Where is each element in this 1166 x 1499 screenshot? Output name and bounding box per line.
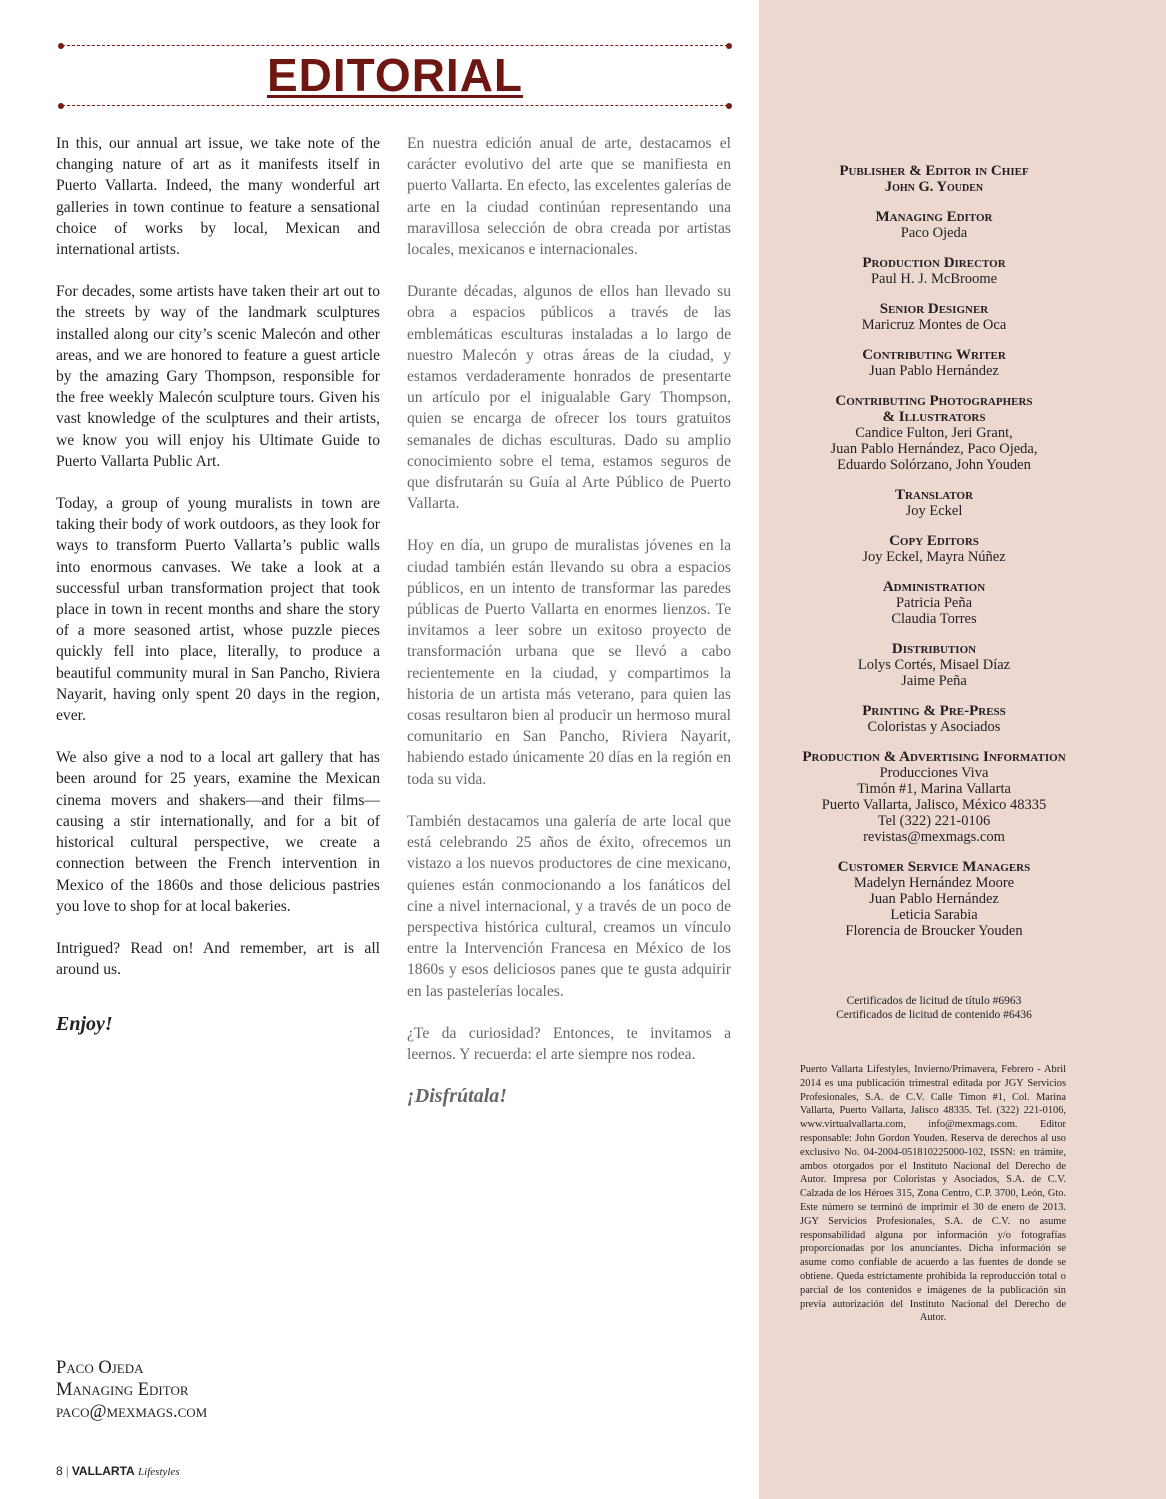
brand-name: VALLARTA <box>71 1464 135 1478</box>
closing: Enjoy! <box>56 1013 113 1036</box>
masthead-name: Juan Pablo Hernández <box>869 363 999 379</box>
page-title: EDITORIAL <box>266 49 524 101</box>
masthead-name: Coloristas y Asociados <box>867 719 1001 735</box>
paragraph: Intrigued? Read on! And remember, art is all around us. <box>56 939 380 979</box>
masthead-role: Production & Advertising Information <box>802 749 1066 765</box>
masthead-name: Juan Pablo Hernández, Paco Ojeda, <box>830 441 1038 457</box>
paragraph: Durante décadas, algunos de ellos han llevado su obra a espacios públicos a través de las emblemáticas esculturas instaladas a lo largo de nuestro Malecón y otras áreas de la ciudad, y estamos verdaderamente honrados de presentarte un artículo por el inigualable Gary Thompson, quien se encarga de ofrecer los tours gratuitos semanales de dichas esculturas. Dado su amplio conocimiento sobre el tema, estamos seguros de que disfrutarán su Guía al Arte Público de Puerto Vallarta. <box>407 283 731 513</box>
masthead-role: Contributing Photographers <box>835 393 1033 409</box>
masthead-line: Producciones Viva <box>879 765 989 781</box>
masthead-line: Tel (322) 221-0106 <box>877 813 991 829</box>
masthead-role: Contributing Writer <box>862 347 1006 363</box>
masthead <box>781 163 1087 953</box>
paragraph: Today, a group of young muralists in town are taking their body of work outdoors, as they look for ways to transform Puerto Vallarta’s public walls into enormous canvases. We take a look at a successful urban transformation project that took place in town in recent months and share the story of a more seasoned artist, whose puzzle pieces quickly fell into place, literally, to produce a beautiful community mural in San Pancho, Riviera Nayarit, having only spent 20 days in the region, ever. <box>56 495 380 725</box>
paragraph: For decades, some artists have taken their art out to the streets by way of the landmark sculptures installed along our city’s scenic Malecón and other areas, and we are honored to feature a guest article by the amazing Gary Thompson, responsible for the free weekly Malecón sculpture tours. Given his vast knowledge of the sculptures and their artists, we know you will enjoy his Ultimate Guide to Puerto Vallarta Public Art. <box>56 283 380 470</box>
masthead-role: & Illustrators <box>882 409 986 425</box>
masthead-name: Madelyn Hernández Moore <box>853 875 1015 891</box>
masthead-name: Juan Pablo Hernández <box>869 891 999 907</box>
masthead-name: John G. Youden <box>884 179 984 195</box>
closing: ¡Disfrútala! <box>407 1085 508 1108</box>
signature-title: Managing Editor <box>56 1380 189 1400</box>
masthead-role: Senior Designer <box>879 301 989 317</box>
masthead-name: Patricia Peña <box>895 595 973 611</box>
masthead-name: Jaime Peña <box>901 673 967 689</box>
masthead-role: Copy Editors <box>889 533 979 549</box>
certificate-line: Certificados de licitud de título #6963 <box>846 995 1022 1007</box>
page-footer: 8 | VALLARTA Lifestyles <box>56 1464 180 1478</box>
masthead-name: Joy Eckel, Mayra Núñez <box>862 549 1006 565</box>
page-number: 8 <box>56 1464 63 1478</box>
certificate-line: Certificados de licitud de contenido #6436 <box>836 1009 1032 1021</box>
paragraph: ¿Te da curiosidad? Entonces, te invitamos a leernos. Y recuerda: el arte siempre nos rodea. <box>407 1024 731 1063</box>
masthead-role: Distribution <box>891 641 977 657</box>
masthead-email[interactable]: revistas@mexmags.com <box>863 829 1005 845</box>
paragraph: We also give a nod to a local art gallery that has been around for 25 years, examine the Mexican cinema movers and shakers—and their films—causing a stir internationally, and for a bit of historical cultural perspective, we create a connection between the French intervention in Mexico of the 1860s and those delicious pastries you love to shop for at local bakeries. <box>56 749 380 915</box>
paragraph: Hoy en día, un grupo de muralistas jóvenes en la ciudad también están llevando su obra a espacios públicos, en un intento de transformar las paredes públicas de Puerto Vallarta en enormes lienzos. Te invitamos a leer sobre un exitoso proyecto de transformación urbana que se llevó a cabo recientemente en la ciudad, y compartimos la historia de un artista más veterano, para quien las cosas resultaron bien al producir un hermoso mural comunitario en San Pancho, Riviera Nayarit, habiendo estado únicamente 20 días en la región en toda su vida. <box>407 537 731 788</box>
masthead-name: Candice Fulton, Jeri Grant, <box>855 425 1013 441</box>
header-rule-bottom <box>58 103 732 109</box>
masthead-name: Lolys Cortés, Misael Díaz <box>857 657 1011 673</box>
masthead-name: Leticia Sarabia <box>890 907 978 923</box>
masthead-name: Eduardo Solórzano, John Youden <box>837 457 1031 473</box>
masthead-line: Puerto Vallarta, Jalisco, México 48335 <box>821 797 1047 813</box>
masthead-role: Printing & Pre-Press <box>862 703 1006 719</box>
certificates <box>781 994 1087 1022</box>
signature <box>56 1357 207 1423</box>
masthead-name: Florencia de Broucker Youden <box>845 923 1023 939</box>
masthead-role: Publisher & Editor in Chief <box>839 163 1029 179</box>
signature-name: Paco Ojeda <box>56 1358 144 1378</box>
masthead-role: Production Director <box>862 255 1006 271</box>
masthead-name: Maricruz Montes de Oca <box>861 317 1007 333</box>
masthead-line: Timón #1, Marina Vallarta <box>857 781 1011 797</box>
masthead-name: Joy Eckel <box>905 503 963 519</box>
legal-notice: Puerto Vallarta Lifestyles, Invierno/Primavera, Febrero - Abril 2014 es una publicación trimestral editada por JGY Servicios Profesionales, S.A. de C.V. Calle Timon #1, Col. Marina Vallarta, Puerto Vallarta, Jalisco 48335. Tel. (322) 221-0106, www.virtualvallarta.com, info@mexmags.com. Editor responsable: John Gordon Youden. Reserva de derechos al uso exclusivo No. 04-2004-051810225000-102, ISSN: en trámite, ambos otorgados por el Instituto Nacional del Derecho de Autor. Impresa por Coloristas y Asociados, S.A. de C.V. Calzada de los Héroes 315, Zona Centro, C.P. 3700, León, Gto. Este número se terminó de imprimir el 30 de enero de 2013. JGY Servicios Profesionales, S.A. de C.V. no asume responsabilidad alguna por información y/o fotografías proporcionadas por los anunciantes. Dicha información se asume como confiable de acuerdo a las fuentes de donde se obtiene. Queda estrictamente prohibida la reproducción total o parcial de los contenidos e imágenes de la publicación sin previa autorización del Instituto Nacional del Derecho de Autor. <box>800 1064 1066 1324</box>
masthead-role: Managing Editor <box>875 209 993 225</box>
masthead-role: Customer Service Managers <box>837 859 1031 875</box>
masthead-name: Paul H. J. McBroome <box>870 271 998 287</box>
masthead-name: Claudia Torres <box>891 611 977 627</box>
spanish-column <box>407 133 731 1128</box>
masthead-role: Administration <box>882 579 986 595</box>
masthead-name: Paco Ojeda <box>900 225 968 241</box>
signature-email[interactable]: paco@mexmags.com <box>56 1402 208 1422</box>
paragraph: In this, our annual art issue, we take note of the changing nature of art as it manifests itself in Puerto Vallarta. Indeed, the many wonderful art galleries in town continue to feature a sensational choice of works by local, Mexican and international artists. <box>56 135 380 259</box>
masthead-role: Translator <box>894 487 974 503</box>
paragraph: También destacamos una galería de arte local que está celebrando 25 años de éxito, ofrecemos un vistazo a los nuevos productores de cine mexicano, quienes están conmocionando a los fanáticos del cine a nivel internacional, y a través de un poco de perspectiva histórica cultural, creamos un vínculo entre la Intervención Francesa en México de los 1860s y esos deliciosos panes que te gusta adquirir en las pastelerías locales. <box>407 812 731 1000</box>
english-column <box>56 133 380 1057</box>
brand-suffix: Lifestyles <box>138 1466 180 1478</box>
paragraph: En nuestra edición anual de arte, destacamos el carácter evolutivo del arte que se manifiesta en puerto Vallarta. En efecto, las excelentes galerías de arte en la ciudad continúan representando una maravillosa selección de obra creada por artistas locales, mexicanos e internacionales. <box>407 135 731 259</box>
